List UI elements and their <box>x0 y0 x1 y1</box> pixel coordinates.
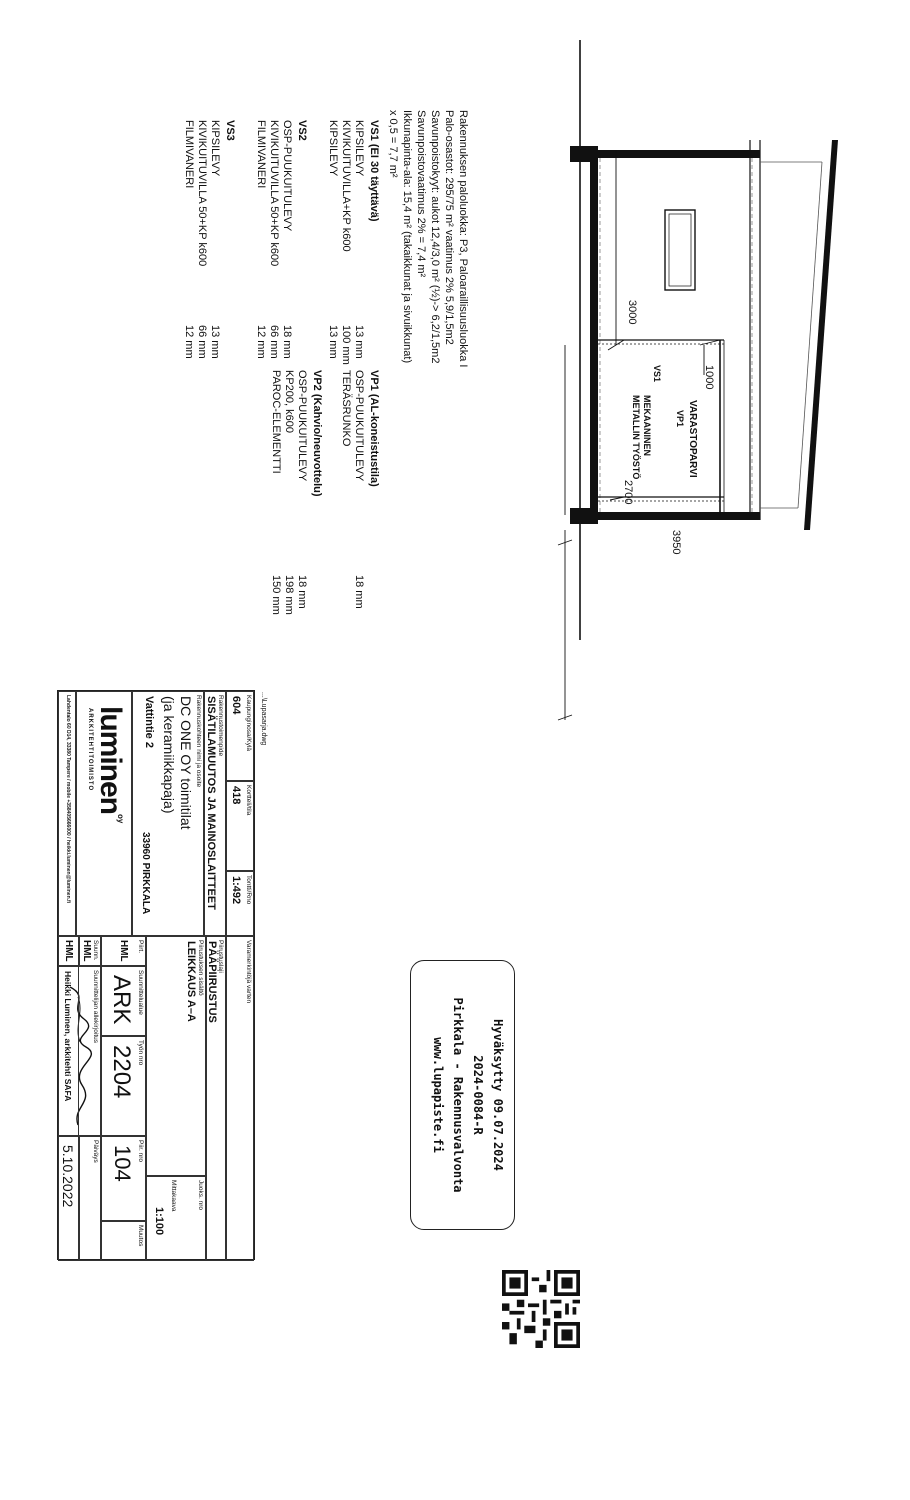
note-line: Ikkunapinta-ala: 15,4 m² (takaikkunat ja sivuikkunat) <box>401 110 413 364</box>
stamp-approved: Hyväksytty 09.07.2024 <box>491 1019 505 1171</box>
cell-tontti: Tontti/Rno 1:492 <box>226 871 254 936</box>
spec-row: KIPSILEVY 13 mm <box>353 120 365 359</box>
cell-kohde: Rakennuskohteen nimi ja osoite DC ONE OY toimitilat (ja keramiikkapaja) Vattintie 2 33960 PIRKKALA <box>132 691 204 936</box>
stamp-permit-id: 2024-0084-R <box>471 1055 485 1135</box>
spec-row: FILMIVANERI 12 mm <box>183 120 195 359</box>
cell-tyonro: Työn nro 2204 <box>101 1036 146 1136</box>
fire-notes <box>386 110 470 367</box>
spec-row: KIVIKUITUVILLA 50+KP k600 66 mm <box>196 120 208 359</box>
building-walls <box>570 140 838 530</box>
note-line: x 0,5 = 7,7 m² <box>387 110 399 178</box>
title-block <box>57 690 255 1260</box>
cell-kaupunginosa: Kaupunginosa/Kylä 604 <box>226 691 254 781</box>
qr-code <box>502 1270 580 1348</box>
dim-2700: 2700 <box>622 480 634 505</box>
note-line: Rakennuksen paloluokka: P3, Paloaraillisuusluokka I <box>457 110 469 368</box>
spec-vp <box>269 370 380 615</box>
cell-arkkitehti: Heikki Luminen, arkkitehti SAFA <box>58 966 79 1136</box>
spec-row: PAROC-ELEMENTTI 150 mm <box>270 370 282 615</box>
roof-window <box>665 210 695 290</box>
spec-row: KP200, k600 198 mm <box>283 370 295 615</box>
label-vp1: VP1 <box>675 410 685 428</box>
spec-row: FILMIVANERI 12 mm <box>255 120 267 359</box>
cell-sisalto: Piirustuksen sisältö LEIKKAUS A–A <box>146 936 206 1176</box>
spec-row: TERÄSRUNKO <box>340 370 352 447</box>
spec-vs <box>182 120 380 365</box>
spec-row: OSP-PUUKUITULEVY 18 mm <box>296 370 308 609</box>
spec-vs1-title: VS1 (EI 30 täyttävä) <box>368 120 380 222</box>
cell-pvm: 5.10.2022 <box>58 1136 79 1261</box>
cell-paivays: Päiväys <box>79 1136 101 1261</box>
spec-vs2-title: VS2 <box>296 120 308 141</box>
cell-logo: luminen oy ARKKITEHTITOIMISTO <box>76 691 132 936</box>
cell-suunn: Suunn. HML <box>79 936 101 966</box>
cell-muutos: Muutos <box>101 1221 146 1261</box>
cell-kortteli: Kortteli/tila 418 <box>226 781 254 871</box>
label-metallin-tyosto: METALLIN TYÖSTÖ <box>631 395 641 480</box>
spec-vs3-title: VS3 <box>224 120 236 141</box>
luminen-logo: luminen <box>94 706 127 815</box>
spec-row: OSP-PUUKUITULEVY 18 mm <box>281 120 293 359</box>
dim-1000: 1000 <box>703 365 715 390</box>
cell-rakennustoimenpide: Rakennustoimenpide SISÄTILAMUUTOS JA MAINOSLAITTEET <box>204 691 226 936</box>
cell-signature: Suunnittelijan allekirjoitus <box>58 966 101 1136</box>
file-name: ...\Lupasarja.dwg <box>260 692 267 746</box>
cell-contact: Lahdentalo 60 D14, 33380 Tampere / mobile +358405666000 / heikki.luminen@luminen.fi <box>58 691 76 936</box>
note-line: Savunpoistovaatimus 2% = 7,4 m² <box>415 110 427 278</box>
dim-3950: 3950 <box>670 530 682 555</box>
spec-row: OSP-PUUKUITULEVY 18 mm <box>353 370 365 609</box>
spec-vp2-title: VP2 (Kahvio/neuvottelu) <box>311 370 323 497</box>
spec-vp1-title: VP1 (AL-koneistustila) <box>368 370 380 487</box>
cell-mittakaava: Juoks. nro Mittakaava 1:100 <box>146 1176 206 1261</box>
cell-suunnittelualue: Suunnittelualue ARK <box>101 966 146 1036</box>
cell-piirnro: Piir. nro 104 <box>101 1136 146 1221</box>
stamp-authority: Pirkkala - Rakennusvalvonta <box>451 997 465 1193</box>
cell-varamerkinnat: Varamerkintöjä varten <box>226 936 254 1261</box>
stamp-url: www.lupapiste.fi <box>431 1037 445 1153</box>
cell-piirustuslaji: Piirustuslaji PÄÄPIIRUSTUS <box>206 936 226 1261</box>
cell-piirt: Piirt. HML <box>101 936 146 966</box>
spec-row: KIVIKUITUVILLA+KP k600 100 mm <box>340 120 352 365</box>
label-varastoparvi: VARASTOPARVI <box>687 400 698 478</box>
spec-row: KIPSILEVY 13 mm <box>327 120 339 359</box>
label-vs1: VS1 <box>652 365 662 383</box>
label-mekaaninen: MEKAANINEN <box>642 395 652 457</box>
note-line: Palo-osastot: 295/75 m² vaatimus 2% 5,9/1,5m2 <box>443 110 455 345</box>
cell-tark: HML <box>58 936 79 966</box>
approval-stamp <box>410 960 515 1230</box>
spec-row: KIPSILEVY 13 mm <box>209 120 221 359</box>
spec-row: KIVIKUITUVILLA 50+KP k600 66 mm <box>268 120 280 359</box>
dim-3000: 3000 <box>626 300 638 325</box>
note-line: Savunpoistokyyt: aukot 12,4/3,0 m² (½)-> 6,2/1,5m2 <box>429 110 441 364</box>
